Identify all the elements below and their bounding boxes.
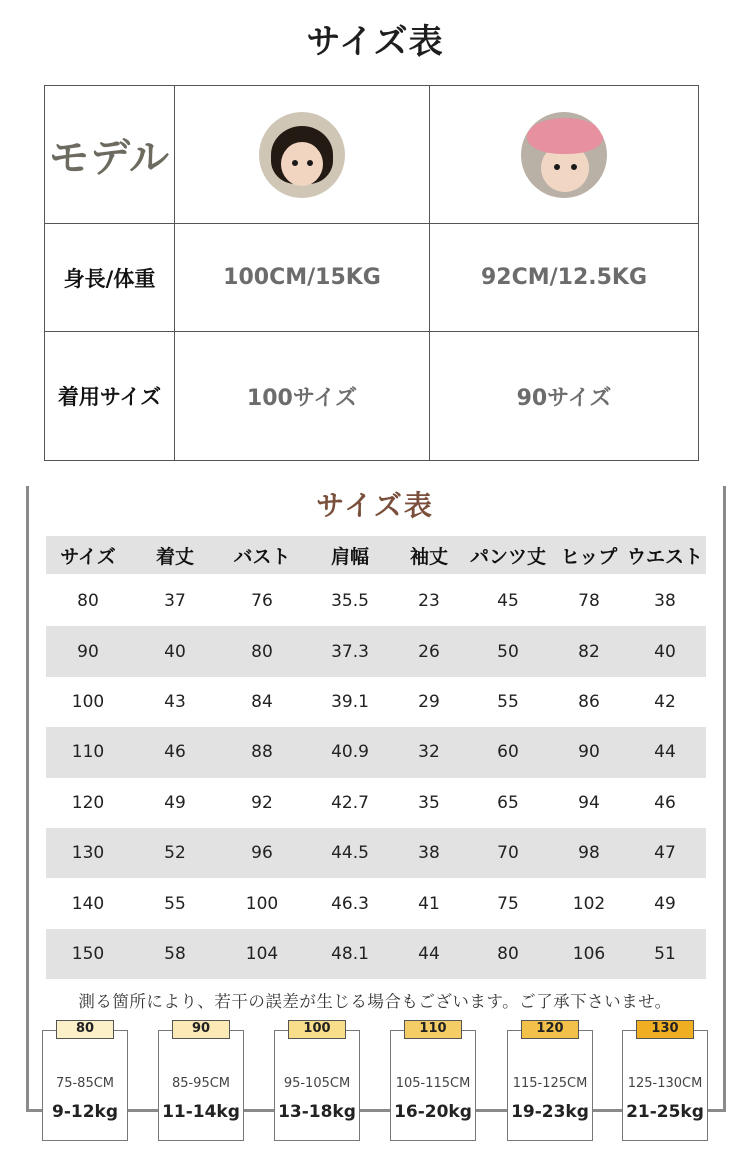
worn-size-cell-1 <box>175 332 430 461</box>
col-header-shoulder: 肩幅 <box>330 545 369 568</box>
table-cell: 120 <box>71 792 105 813</box>
table-cell: 106 <box>572 943 606 964</box>
size-guide-tag: 80 <box>56 1020 114 1039</box>
size-guide-weight: 19-23kg <box>511 1102 589 1122</box>
table-row <box>46 778 706 828</box>
table-cell: 60 <box>497 742 519 763</box>
table-cell: 39.1 <box>331 691 369 712</box>
table-cell: 23 <box>418 591 440 612</box>
model-1-height-weight: 100CM/15KG <box>223 265 381 290</box>
table-cell: 43 <box>164 691 186 712</box>
table-cell: 52 <box>164 843 186 864</box>
table-cell: 94 <box>578 792 600 813</box>
col-header-hip: ヒップ <box>560 545 618 568</box>
table-cell: 45 <box>497 591 519 612</box>
worn-size-cell-2 <box>430 332 699 461</box>
table-cell: 100 <box>71 691 105 712</box>
table-cell: 37 <box>164 591 186 612</box>
size-guide-height: 75-85CM <box>55 1076 115 1091</box>
table-cell: 65 <box>497 792 519 813</box>
table-cell: 49 <box>164 792 186 813</box>
height-weight-cell-2 <box>430 224 699 332</box>
table-cell: 32 <box>418 742 440 763</box>
model-photo-cell-2 <box>430 86 699 224</box>
size-guide-weight: 16-20kg <box>394 1102 472 1122</box>
table-cell: 104 <box>245 943 279 964</box>
worn-size-head: 着用サイズ <box>57 385 162 409</box>
table-cell: 35 <box>418 792 440 813</box>
col-header-length: 着丈 <box>155 545 194 568</box>
measurement-note: 測る箇所により、若干の誤差が生じる場合もございます。ご了承下さいませ。 <box>78 992 672 1011</box>
table-cell: 92 <box>251 792 273 813</box>
col-header-waist: ウエスト <box>626 545 703 568</box>
table-cell: 98 <box>578 843 600 864</box>
table-cell: 80 <box>497 943 519 964</box>
table-cell: 102 <box>572 893 606 914</box>
table-row <box>46 677 706 727</box>
height-weight-head-cell <box>45 224 175 332</box>
table-cell: 47 <box>654 843 676 864</box>
table-cell: 38 <box>418 843 440 864</box>
model-2-worn-size: 90サイズ <box>516 385 612 411</box>
table-cell: 90 <box>578 742 600 763</box>
table-cell: 44 <box>418 943 440 964</box>
size-guide-weight: 9-12kg <box>51 1102 119 1122</box>
size-guide-weight: 13-18kg <box>278 1102 356 1122</box>
table-cell: 84 <box>251 691 273 712</box>
size-guide-tag: 130 <box>636 1020 694 1039</box>
table-cell: 76 <box>251 591 273 612</box>
col-header-pants-length: パンツ丈 <box>469 545 546 568</box>
size-guide-tag: 120 <box>521 1020 579 1039</box>
table-cell: 41 <box>418 893 440 914</box>
worn-size-head-cell <box>45 332 175 461</box>
model-1-worn-size: 100サイズ <box>246 385 358 411</box>
table-cell: 130 <box>71 843 105 864</box>
table-cell: 82 <box>578 641 600 662</box>
col-header-bust: バスト <box>233 545 291 568</box>
model-label-cell <box>45 86 175 224</box>
table-cell: 70 <box>497 843 519 864</box>
table-cell: 44 <box>654 742 676 763</box>
table-cell: 46 <box>654 792 676 813</box>
size-guide-tag: 90 <box>172 1020 230 1039</box>
table-cell: 37.3 <box>331 641 369 662</box>
table-cell: 90 <box>77 641 99 662</box>
size-chart-body <box>46 576 706 979</box>
page-title: サイズ表 <box>306 22 444 62</box>
model-table <box>44 85 699 461</box>
table-cell: 140 <box>71 893 105 914</box>
table-row <box>46 727 706 777</box>
table-cell: 110 <box>71 742 105 763</box>
model-photo-cell-1 <box>175 86 430 224</box>
table-cell: 50 <box>497 641 519 662</box>
size-guide-height: 115-125CM <box>512 1076 588 1091</box>
table-cell: 26 <box>418 641 440 662</box>
table-cell: 46 <box>164 742 186 763</box>
size-guide-height: 105-115CM <box>395 1076 471 1091</box>
table-cell: 78 <box>578 591 600 612</box>
height-weight-head: 身長/体重 <box>63 266 156 291</box>
table-cell: 80 <box>77 591 99 612</box>
table-cell: 55 <box>497 691 519 712</box>
size-guide-weight: 11-14kg <box>162 1102 240 1122</box>
table-cell: 44.5 <box>331 843 369 864</box>
table-cell: 96 <box>251 843 273 864</box>
table-row <box>46 626 706 676</box>
height-weight-cell-1 <box>175 224 430 332</box>
table-row <box>46 828 706 878</box>
model-2-height-weight: 92CM/12.5KG <box>480 265 648 290</box>
table-row <box>46 929 706 979</box>
table-cell: 150 <box>71 943 105 964</box>
table-cell: 40.9 <box>331 742 369 763</box>
table-cell: 86 <box>578 691 600 712</box>
table-cell: 75 <box>497 893 519 914</box>
table-cell: 35.5 <box>331 591 369 612</box>
table-cell: 49 <box>654 893 676 914</box>
table-row <box>46 576 706 626</box>
size-chart-header <box>46 536 706 574</box>
table-cell: 88 <box>251 742 273 763</box>
table-cell: 40 <box>654 641 676 662</box>
table-cell: 58 <box>164 943 186 964</box>
table-cell: 42 <box>654 691 676 712</box>
col-header-size: サイズ <box>60 545 116 568</box>
col-header-sleeve: 袖丈 <box>409 545 448 568</box>
table-cell: 48.1 <box>331 943 369 964</box>
table-cell: 80 <box>251 641 273 662</box>
model-label: モデル <box>49 135 170 181</box>
table-cell: 51 <box>654 943 676 964</box>
table-cell: 100 <box>245 893 279 914</box>
table-cell: 40 <box>164 641 186 662</box>
size-guide-height: 95-105CM <box>283 1076 351 1091</box>
model-photo-2 <box>521 112 607 198</box>
table-cell: 38 <box>654 591 676 612</box>
size-guide-weight: 21-25kg <box>626 1102 704 1122</box>
table-cell: 29 <box>418 691 440 712</box>
size-guide-tag: 110 <box>404 1020 462 1039</box>
table-cell: 46.3 <box>331 893 369 914</box>
size-guide-height: 85-95CM <box>171 1076 231 1091</box>
table-row <box>46 878 706 928</box>
size-guide-tag: 100 <box>288 1020 346 1039</box>
table-cell: 42.7 <box>331 792 369 813</box>
model-photo-1 <box>259 112 345 198</box>
size-chart-title: サイズ表 <box>316 489 434 522</box>
size-guide-height: 125-130CM <box>627 1076 703 1091</box>
table-cell: 55 <box>164 893 186 914</box>
